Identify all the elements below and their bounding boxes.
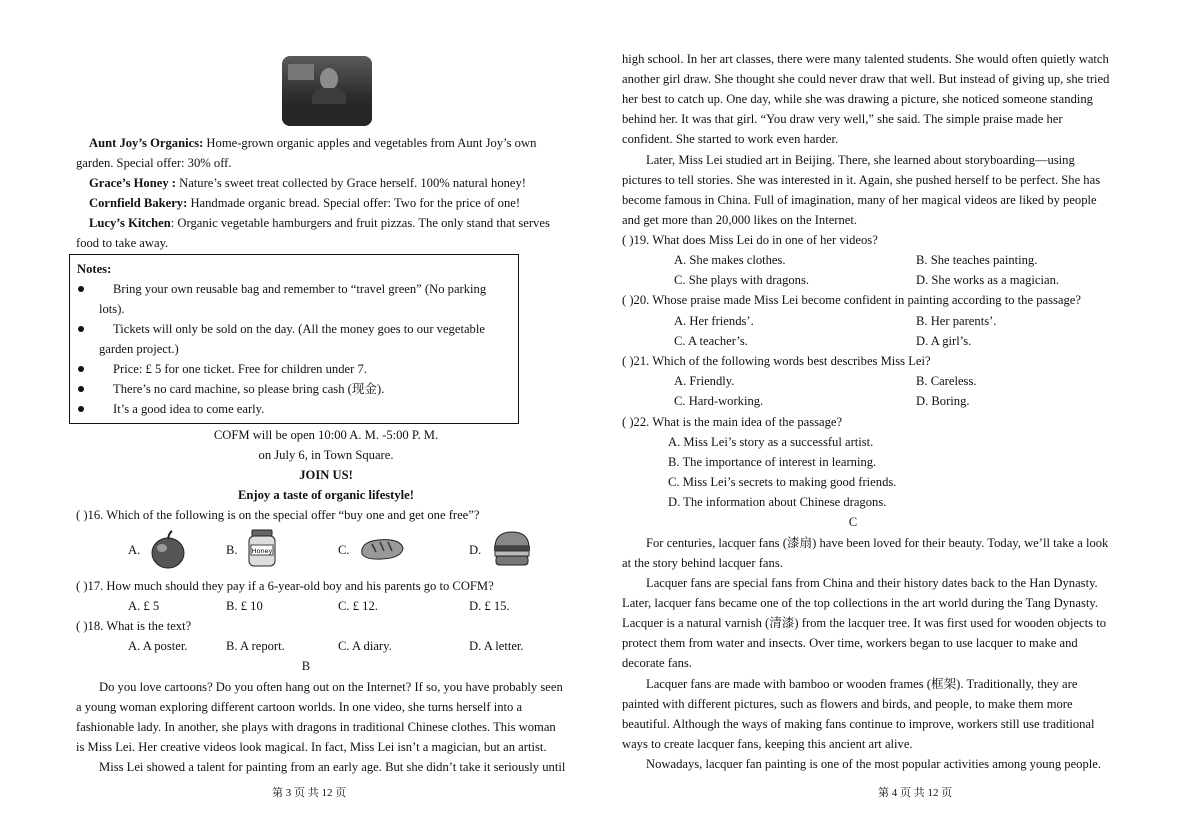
q20-option-c: C. A teacher’s. [674, 334, 748, 348]
note-2-cont: garden project.) [99, 342, 179, 356]
photo-produce [282, 104, 372, 126]
q22-option-a: A. Miss Lei’s story as a successful artist. [668, 435, 874, 449]
q19-option-a: A. She makes clothes. [674, 253, 786, 267]
question-22: ( )22. What is the main idea of the passage? [622, 415, 843, 429]
q18-option-b: B. A report. [226, 639, 285, 653]
note-5: It’s a good idea to come early. [113, 402, 265, 416]
q18-option-c: C. A diary. [338, 639, 392, 653]
q16-option-b: B. [226, 543, 238, 557]
question-21: ( )21. Which of the following words best describes Miss Lei? [622, 354, 931, 368]
bread-icon [358, 536, 406, 562]
question-20: ( )20. Whose praise made Miss Lei become confident in painting according to the passage? [622, 293, 1081, 307]
passage-c-line: ways to create lacquer fans, keeping this ancient art alive. [622, 737, 913, 751]
passage-b-cont-line: become famous in China. Full of imagination, many of her magical videos are liked by people [622, 193, 1097, 207]
q20-option-b: B. Her parents’. [916, 314, 997, 328]
note-1-cont: lots). [99, 302, 125, 316]
open-hours: COFM will be open 10:00 A. M. -5:00 P. M. [213, 428, 439, 442]
q17-option-a: A. £ 5 [128, 599, 160, 613]
passage-c-line: beautiful. Although the ways of making fans continue to improve, workers still use traditional [622, 717, 1095, 731]
passage-b-cont-line: confident. She started to work even harder. [622, 132, 839, 146]
q17-option-b: B. £ 10 [226, 599, 263, 613]
photo-sign [288, 64, 314, 80]
q22-option-b: B. The importance of interest in learning. [668, 455, 877, 469]
passage-b-cont-line: another girl draw. She thought she could never draw that well. But instead of giving up, she tried [622, 72, 1110, 86]
passage-b-line: fashionable lady. In another, she plays with dragons in traditional Chinese clothes. This woman [76, 720, 556, 734]
passage-c-line: Lacquer fans are special fans from China and their history dates back to the Han Dynasty. [646, 576, 1098, 590]
passage-b-line: a young woman exploring different cartoon worlds. In one video, she turns herself into a [76, 700, 523, 714]
q19-option-b: B. She teaches painting. [916, 253, 1038, 267]
passage-b-cont-line: pictures to tell stories. She was interested in it. Again, she pushed herself to be perfect. She has [622, 173, 1101, 187]
passage-b-line: is Miss Lei. Her creative videos look magical. In fact, Miss Lei isn’t a magician, but an artist. [76, 740, 547, 754]
bullet [78, 366, 84, 372]
note-1: Bring your own reusable bag and remember to “travel green” (No parking [113, 282, 487, 296]
question-17: ( )17. How much should they pay if a 6-year-old boy and his parents go to COFM? [76, 579, 494, 593]
stand-aunt-joy: Aunt Joy’s Organics: Home-grown organic apples and vegetables from Aunt Joy’s own [89, 136, 537, 150]
passage-c-line: protect them from water and insects. Over time, workers began to use lacquer to make and [622, 636, 1078, 650]
note-4: There’s no card machine, so please bring cash (现金). [113, 382, 385, 396]
passage-c-line: Lacquer fans are made with bamboo or wooden frames (框架). Traditionally, they are [646, 677, 1078, 691]
hamburger-icon [492, 530, 532, 568]
photo-person-head [320, 68, 338, 90]
q20-option-d: D. A girl’s. [916, 334, 972, 348]
q17-option-d: D. £ 15. [469, 599, 510, 613]
q17-option-c: C. £ 12. [338, 599, 378, 613]
stand-lucy-kitchen: Lucy’s Kitchen: Organic vegetable hamburgers and fruit pizzas. The only stand that serves [89, 216, 550, 230]
q20-option-a: A. Her friends’. [674, 314, 754, 328]
q16-option-d: D. [469, 543, 482, 557]
passage-b-cont-line: behind her. It was that girl. “You draw very well,” she said. The simple praise made her [622, 112, 1063, 126]
q16-option-c: C. [338, 543, 350, 557]
passage-c-line: decorate fans. [622, 656, 692, 670]
bullet [78, 286, 84, 292]
notes-box [69, 254, 519, 424]
page-number-4: 第 4 页 共 12 页 [878, 787, 953, 799]
stand-photo [282, 56, 372, 126]
stand-cornfield-bakery: Cornfield Bakery: Handmade organic bread. Special offer: Two for the price of one! [89, 196, 521, 210]
passage-c-line: Nowadays, lacquer fan painting is one of the most popular activities among young people. [646, 757, 1102, 771]
note-3: Price: £ 5 for one ticket. Free for children under 7. [113, 362, 367, 376]
passage-b-line: Miss Lei showed a talent for painting from an early age. But she didn’t take it seriously until [99, 760, 566, 774]
q21-option-a: A. Friendly. [674, 374, 735, 388]
bullet [78, 386, 84, 392]
passage-c-line: painted with different pictures, such as flowers and birds, and people, to make them more [622, 697, 1073, 711]
q22-option-d: D. The information about Chinese dragons. [668, 495, 887, 509]
stand-aunt-joy-cont: garden. Special offer: 30% off. [76, 156, 232, 170]
passage-b-cont-line: Later, Miss Lei studied art in Beijing. There, she learned about storyboarding—using [646, 153, 1075, 167]
section-c-heading: C [848, 515, 858, 529]
honey-jar-icon [246, 528, 278, 568]
stand-lucy-kitchen-cont: food to take away. [76, 236, 169, 250]
notes-title: Notes: [77, 262, 112, 276]
passage-b-cont-line: her best to catch up. One day, while she was drawing a picture, she noticed someone standing [622, 92, 1093, 106]
passage-b-cont-line: and get more than 20,000 likes on the Internet. [622, 213, 858, 227]
question-19: ( )19. What does Miss Lei do in one of her videos? [622, 233, 878, 247]
passage-c-line: at the story behind lacquer fans. [622, 556, 783, 570]
passage-b-cont-line: high school. In her art classes, there were many talented students. She would often quietly watch [622, 52, 1109, 66]
passage-c-line: Lacquer is a natural varnish (清漆) from the lacquer tree. It was first used for wooden objects to [622, 616, 1106, 630]
page-number-3: 第 3 页 共 12 页 [272, 787, 347, 799]
enjoy-slogan: Enjoy a taste of organic lifestyle! [238, 488, 414, 502]
q16-option-a: A. [128, 543, 141, 557]
stand-grace-honey: Grace’s Honey : Nature’s sweet treat collected by Grace herself. 100% natural honey! [89, 176, 526, 190]
apple-icon [149, 530, 187, 570]
note-2: Tickets will only be sold on the day. (All the money goes to our vegetable [113, 322, 485, 336]
honey-label: Honey [251, 547, 273, 555]
question-18: ( )18. What is the text? [76, 619, 192, 633]
q21-option-c: C. Hard-working. [674, 394, 764, 408]
q21-option-d: D. Boring. [916, 394, 970, 408]
q19-option-d: D. She works as a magician. [916, 273, 1060, 287]
passage-c-line: Later, lacquer fans became one of the top collections in the art world during the Tang Dynasty. [622, 596, 1098, 610]
q18-option-a: A. A poster. [128, 639, 188, 653]
passage-b-line: Do you love cartoons? Do you often hang out on the Internet? If so, you have probably seen [99, 680, 563, 694]
bullet [78, 326, 84, 332]
section-b-heading: B [301, 659, 311, 673]
bullet [78, 406, 84, 412]
passage-c-line: For centuries, lacquer fans (漆扇) have been loved for their beauty. Today, we’ll take a look [646, 536, 1109, 550]
q21-option-b: B. Careless. [916, 374, 977, 388]
open-date-place: on July 6, in Town Square. [258, 448, 394, 462]
q22-option-c: C. Miss Lei’s secrets to making good friends. [668, 475, 897, 489]
q18-option-d: D. A letter. [469, 639, 524, 653]
q19-option-c: C. She plays with dragons. [674, 273, 810, 287]
join-us: JOIN US! [299, 468, 353, 482]
question-16: ( )16. Which of the following is on the special offer “buy one and get one free”? [76, 508, 480, 522]
